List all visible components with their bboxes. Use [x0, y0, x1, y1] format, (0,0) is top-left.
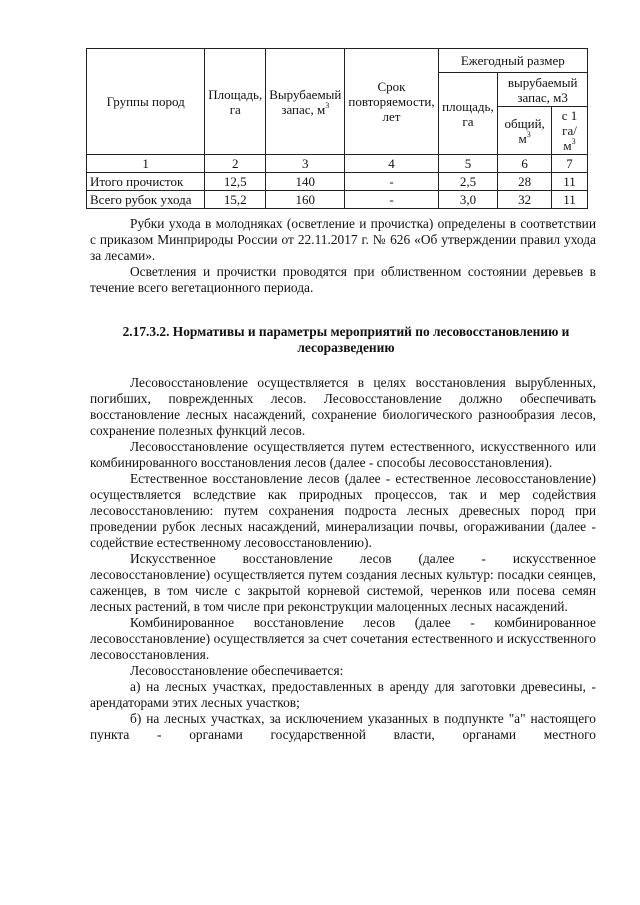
col-number: 6 — [498, 155, 552, 173]
intro-text — [90, 216, 596, 296]
header-group: Группы пород — [87, 49, 205, 155]
table-row — [87, 191, 588, 209]
col-number: 2 — [205, 155, 266, 173]
paragraph: Рубки ухода в молодняках (осветление и прочистка) определены в соответствии с приказом Минприроды России от 22.11.2017 г. № 626 «Об утверждении правил ухода за лесами». — [90, 216, 596, 263]
header-volume-sup: 3 — [325, 100, 330, 110]
row-total: 28 — [498, 173, 552, 191]
col-number: 4 — [345, 155, 438, 173]
header-per-ha: с 1 га/ $м^3$ — [552, 107, 588, 155]
paragraph: Осветления и прочистки проводятся при облиственном состоянии деревьев в течение всего вегетационного периода. — [90, 264, 596, 295]
row-name: Итого прочисток — [87, 173, 205, 191]
section-body — [90, 375, 596, 743]
header-area: Площадь, га — [205, 49, 266, 155]
row-annual-area: 2,5 — [438, 173, 498, 191]
thinning-table — [86, 48, 588, 209]
col-number: 5 — [438, 155, 498, 173]
row-period: - — [345, 173, 438, 191]
header-annual: Ежегодный размер — [438, 49, 587, 73]
row-period: - — [345, 191, 438, 209]
header-annual-cut: вырубаемый запас, м3 — [498, 73, 588, 107]
header-volume: Вырубаемый запас, $м^3$ — [266, 49, 345, 155]
section-title: 2.17.3.2. Нормативы и параметры мероприятий по лесовосстановлению и лесоразведению — [122, 324, 570, 355]
header-per-ha-sup: 3 — [571, 137, 576, 146]
paragraph: Искусственное восстановление лесов (далее - искусственное лесовосстановление) осуществляется путем создания лесных культур: посадки сеянцев, саженцев, в том числе с закрытой корневой системой, черенков или посева семян лесных растений, в том числе при реконструкции малоценных лесных насаждений. — [90, 551, 596, 614]
paragraph: б) на лесных участках, за исключением указанных в подпункте "а" настоящего пункта - органами государственной власти, органами местного — [90, 711, 596, 742]
row-per-ha: 11 — [552, 173, 588, 191]
col-number: 3 — [266, 155, 345, 173]
row-area: 12,5 — [205, 173, 266, 191]
row-total: 32 — [498, 191, 552, 209]
paragraph: Комбинированное восстановление лесов (далее - комбинированное лесовосстановление) осуществляется за счет сочетания естественного и искусственного лесовосстановления. — [90, 615, 596, 662]
paragraph: а) на лесных участках, предоставленных в аренду для заготовки древесины, - арендаторами этих лесных участков; — [90, 679, 596, 710]
paragraph: Естественное восстановление лесов (далее - естественное лесовосстановление) осуществляется вследствие как природных процессов, так и мер содействия лесовосстановлению: путем сохранения подроста лесных древесных пород при проведении рубок лесных насаждений, минерализации почвы, огораживании (далее - содействие естественному лесовосстановлению). — [90, 471, 596, 550]
section-heading-block — [96, 324, 596, 356]
row-annual-area: 3,0 — [438, 191, 498, 209]
row-volume: 140 — [266, 173, 345, 191]
row-area: 15,2 — [205, 191, 266, 209]
table-row — [87, 173, 588, 191]
col-number: 1 — [87, 155, 205, 173]
paragraph: Лесовосстановление осуществляется в целях восстановления вырубленных, погибших, поврежденных лесов. Лесовосстановление должно обеспечивать восстановление лесных насаждений, сохранение биологического разнообразия лесов, сохранение полезных функций лесов. — [90, 375, 596, 438]
header-total-sup: 3 — [526, 129, 531, 139]
col-number: 7 — [552, 155, 588, 173]
paragraph: Лесовосстановление осуществляется путем естественного, искусственного или комбинированного восстановления лесов (далее - способы лесовосстановления). — [90, 439, 596, 470]
row-per-ha: 11 — [552, 191, 588, 209]
row-name: Всего рубок ухода — [87, 191, 205, 209]
row-volume: 160 — [266, 191, 345, 209]
header-period: Срок повторяемости, лет — [345, 49, 438, 155]
paragraph: Лесовосстановление обеспечивается: — [130, 663, 344, 678]
header-annual-area: площадь, га — [438, 73, 498, 155]
header-total: общий, $м^3$ — [498, 107, 552, 155]
